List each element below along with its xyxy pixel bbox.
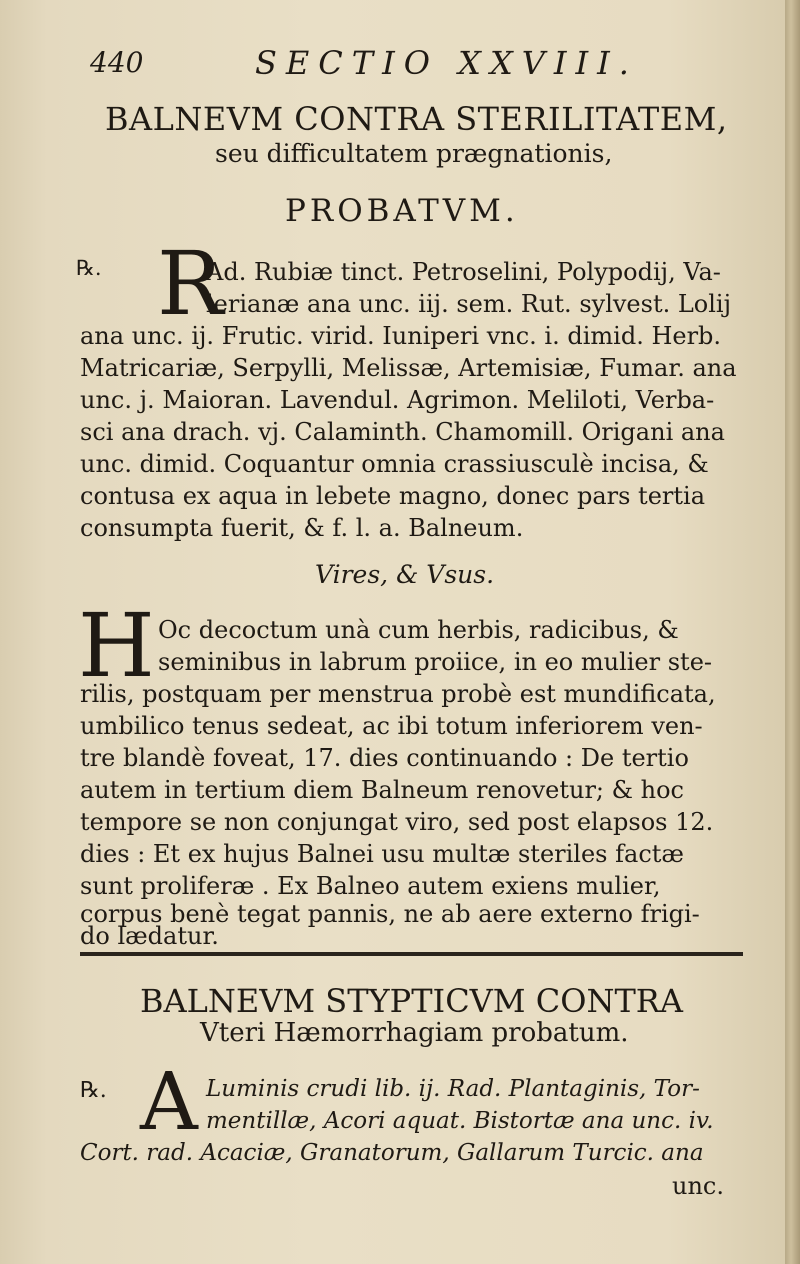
recipe1-line: lerianæ ana unc. iij. sem. Rut. sylvest. Lolij	[206, 290, 732, 318]
page-edge	[785, 0, 800, 1264]
recipe-symbol: ℞.	[76, 256, 102, 280]
drop-cap-a: A	[140, 1055, 198, 1148]
recipe1-line: ana unc. ij. Frutic. virid. Iuniperi vnc. i. dimid. Herb.	[80, 322, 722, 350]
paragraph-line: autem in tertium diem Balneum renovetur; & hoc	[80, 776, 684, 804]
section-divider	[80, 952, 743, 956]
recipe2-subtitle: Vteri Hæmorrhagiam probatum.	[200, 1018, 629, 1048]
paragraph-line: tempore se non conjungat viro, sed post elapsos 12.	[80, 808, 714, 836]
recipe2-line: Cort. rad. Acaciæ, Granatorum, Gallarum Turcic. ana	[80, 1140, 704, 1166]
recipe1-line: unc. dimid. Coquantur omnia crassiusculè incisa, &	[80, 450, 709, 478]
paragraph-line: rilis, postquam per menstrua probè est mundificata,	[80, 680, 716, 708]
recipe-symbol: ℞.	[80, 1078, 107, 1103]
page-number: 440	[90, 46, 144, 79]
drop-cap-h: H	[78, 594, 155, 697]
section-heading: SECTIO XXVIII.	[255, 44, 638, 82]
paragraph-line: Oc decoctum unà cum herbis, radicibus, &	[158, 616, 679, 644]
paragraph-line: dies : Et ex hujus Balnei usu multæ steriles factæ	[80, 840, 684, 868]
paragraph-line: corpus benè tegat pannis, ne ab aere externo frigi-	[80, 900, 700, 928]
paragraph-line: umbilico tenus sedeat, ac ibi totum inferiorem ven-	[80, 712, 703, 740]
recipe1-line: Matricariæ, Serpylli, Melissæ, Artemisiæ, Fumar. ana	[80, 354, 737, 382]
drop-cap-r: R	[157, 232, 224, 335]
recipe1-title: BALNEVM CONTRA STERILITATEM,	[105, 100, 728, 138]
paragraph-line: sunt proliferæ . Ex Balneo autem exiens mulier,	[80, 872, 661, 900]
recipe2-line: mentillæ, Acori aquat. Bistortæ ana unc. iv.	[206, 1108, 714, 1134]
recipe2-line: Luminis crudi lib. ij. Rad. Plantaginis, Tor-	[206, 1076, 700, 1102]
recipe1-line: sci ana drach. vj. Calaminth. Chamomill. Origani ana	[80, 418, 725, 446]
recipe1-line: unc. j. Maioran. Lavendul. Agrimon. Meliloti, Verba-	[80, 386, 715, 414]
vires-heading: Vires, & Vsus.	[315, 560, 495, 589]
recipe1-subtitle: seu difficultatem prægnationis,	[215, 139, 613, 168]
paragraph-line: seminibus in labrum proiice, in eo mulier ste-	[158, 648, 713, 676]
recipe1-line: contusa ex aqua in lebete magno, donec pars tertia	[80, 482, 705, 510]
recipe2-title: BALNEVM STYPTICVM CONTRA	[140, 982, 683, 1020]
paragraph-line: tre blandè foveat, 17. dies continuando : De tertio	[80, 744, 689, 772]
recipe1-line: consumpta fuerit, & f. l. a. Balneum.	[80, 514, 524, 542]
paragraph-line: do lædatur.	[80, 922, 219, 950]
recipe1-probatum: PROBATVM.	[285, 193, 519, 229]
recipe2-line: unc.	[672, 1172, 724, 1200]
recipe1-line: Ad. Rubiæ tinct. Petroselini, Polypodij, Va-	[206, 258, 721, 286]
